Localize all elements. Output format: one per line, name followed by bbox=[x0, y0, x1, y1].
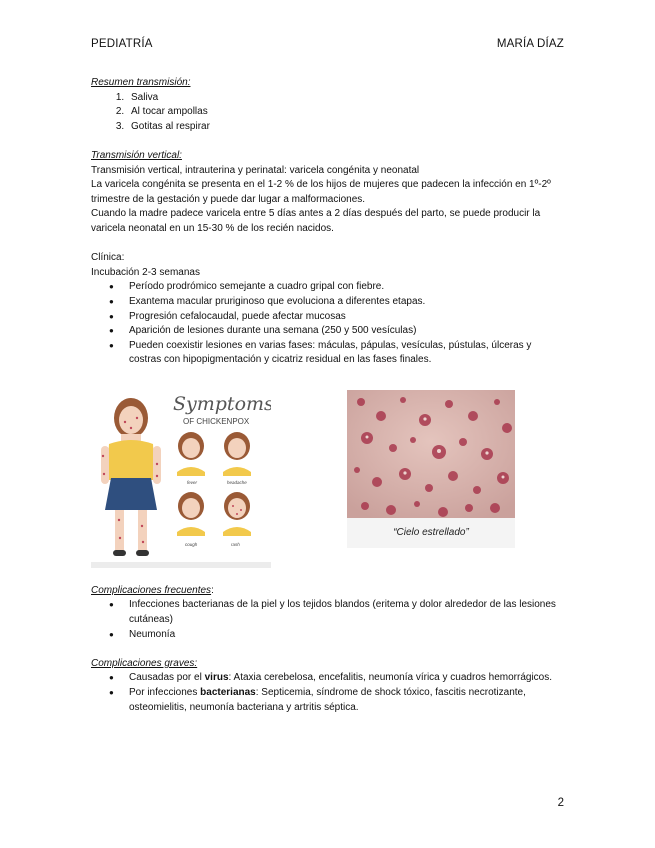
symptoms-title-text: Symptoms bbox=[173, 392, 271, 415]
item-lead: Causadas por el bbox=[129, 672, 205, 684]
complicaciones-frecuentes-title bbox=[91, 584, 566, 599]
list-item: ● Pueden coexistir lesiones en varias fases: máculas, pápulas, vesículas, pústulas, úlceras y costras con hipopigmentación y cicatriz residual en las fases finales. bbox=[129, 339, 566, 368]
resumen-title: Resumen transmisión: bbox=[91, 77, 191, 88]
figure-row bbox=[91, 384, 566, 574]
list-item: ● Progresión cefalocaudal, puede afectar mucosas bbox=[129, 310, 566, 325]
vertical-line: La varicela congénita se presenta en el 1-2 % de los hijos de mujeres que padecen la infección en 1º-2º trimestre de la gestación y puede dar lugar a malformaciones. bbox=[91, 179, 551, 205]
list-item: ● Exantema macular pruriginoso que evoluciona a diferentes etapas. bbox=[129, 295, 566, 310]
chickenpox-symptoms-illustration bbox=[91, 384, 271, 568]
list-item: ● Neumonía bbox=[129, 628, 566, 643]
page-number: 2 bbox=[557, 797, 564, 809]
list-item bbox=[129, 686, 566, 715]
clinica-subtitle: Incubación 2-3 semanas bbox=[91, 266, 200, 278]
label-headache: headache bbox=[227, 479, 247, 485]
symptoms-illustration-icon bbox=[91, 384, 271, 568]
clinica-title: Clínica: bbox=[91, 252, 125, 264]
freq-title-colon: : bbox=[211, 584, 214, 596]
complicaciones-graves-title: Complicaciones graves: bbox=[91, 657, 198, 669]
photo-caption: “Cielo estrellado” bbox=[347, 518, 515, 548]
item-lead: Por infecciones bbox=[129, 687, 201, 699]
list-item: ● Aparición de lesiones durante una semana (250 y 500 vesículas) bbox=[129, 324, 566, 339]
label-rash: rash bbox=[231, 541, 240, 547]
item-bold: bacterianas bbox=[200, 687, 256, 699]
item-rest: : Septicemia, síndrome de shock tóxico, fascitis necrotizante, osteomielitis, neumonía bacteriana y artritis séptica. bbox=[129, 687, 526, 713]
list-item bbox=[129, 671, 566, 686]
complicaciones-graves-list bbox=[91, 671, 566, 715]
freq-title-text: Complicaciones frecuentes bbox=[91, 584, 212, 596]
rash-skin-icon bbox=[347, 390, 515, 518]
resumen-list bbox=[91, 91, 566, 135]
item-rest: : Ataxia cerebelosa, encefalitis, neumonía vírica y cuadros hemorrágicos. bbox=[228, 672, 553, 684]
complicaciones-frecuentes-list bbox=[91, 598, 566, 642]
item-bold: virus bbox=[204, 672, 229, 684]
list-item: ● Infecciones bacterianas de la piel y los tejidos blandos (eritema y dolor alrededor de las lesiones cutáneas) bbox=[129, 598, 566, 627]
label-fever: fever bbox=[187, 479, 198, 485]
list-item: 2. Al tocar ampollas bbox=[127, 105, 566, 120]
vertical-line: Transmisión vertical, intrauterina y perinatal: varicela congénita y neonatal bbox=[91, 164, 420, 176]
header-left: PEDIATRÍA bbox=[91, 38, 153, 50]
symptoms-subtitle-text: OF CHICKENPOX bbox=[183, 416, 250, 426]
label-cough: cough bbox=[185, 541, 198, 547]
starry-sky-rash-photo bbox=[347, 390, 515, 560]
list-item: 3. Gotitas al respirar bbox=[127, 120, 566, 135]
rash-photo bbox=[347, 390, 515, 518]
vertical-line: Cuando la madre padece varicela entre 5 días antes a 2 días después del parto, se puede producir la varicela neonatal en un 15-30 % de los recién nacidos. bbox=[91, 208, 541, 234]
header-right: MARÍA DÍAZ bbox=[496, 38, 564, 50]
vertical-title: Transmisión vertical: bbox=[91, 149, 182, 161]
page-content bbox=[91, 76, 566, 715]
list-item: 1. Saliva bbox=[127, 91, 566, 106]
list-item: ● Período prodrómico semejante a cuadro gripal con fiebre. bbox=[129, 280, 566, 295]
clinica-list bbox=[91, 280, 566, 368]
